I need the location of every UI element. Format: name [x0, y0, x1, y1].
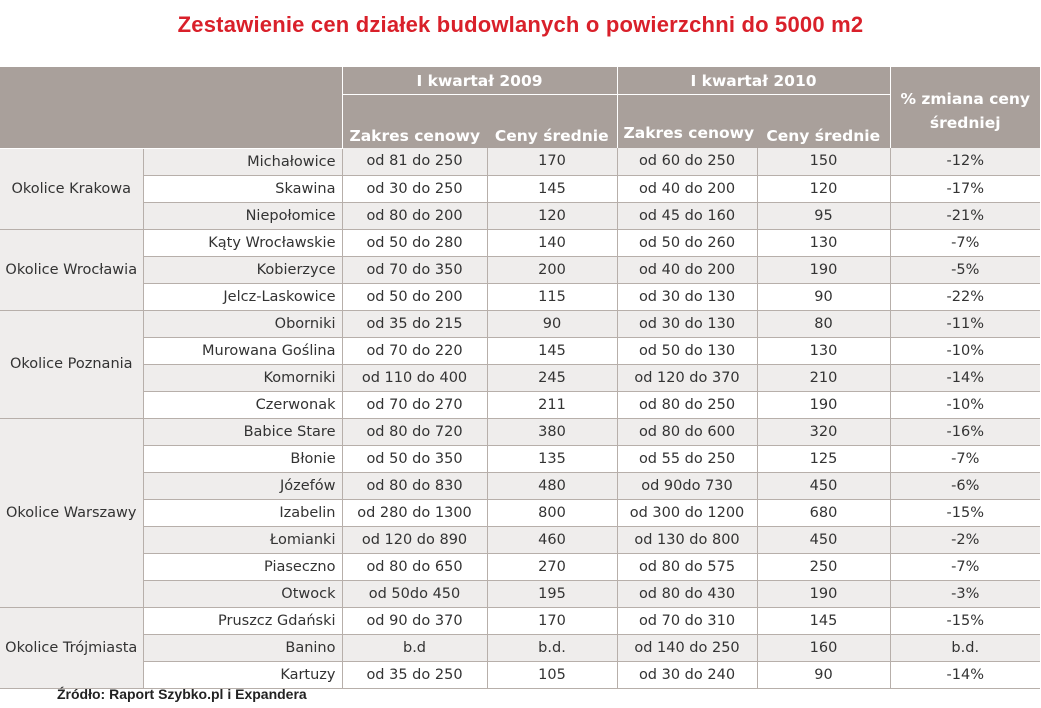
change-cell: -10% — [890, 391, 1040, 418]
avg-2009-cell: 115 — [487, 283, 617, 310]
avg-2010-cell: 95 — [757, 202, 890, 229]
range-2009-cell: od 280 do 1300 — [342, 499, 487, 526]
header-range-2009: Zakres cenowy — [342, 95, 487, 149]
change-cell: -15% — [890, 499, 1040, 526]
range-2009-cell: od 70 do 220 — [342, 337, 487, 364]
avg-2009-cell: 90 — [487, 310, 617, 337]
range-2010-cell: od 30 do 130 — [617, 310, 757, 337]
avg-2010-cell: 125 — [757, 445, 890, 472]
city-cell: Oborniki — [143, 310, 342, 337]
avg-2009-cell: 195 — [487, 580, 617, 607]
city-cell: Banino — [143, 634, 342, 661]
table-row — [0, 364, 1040, 391]
avg-2010-cell: 250 — [757, 553, 890, 580]
range-2009-cell: b.d — [342, 634, 487, 661]
header-avg-2010: Ceny średnie — [766, 127, 881, 145]
table-row — [0, 607, 1040, 634]
avg-2010-cell: 210 — [757, 364, 890, 391]
avg-2009-cell: 170 — [487, 148, 617, 175]
avg-2009-cell: 135 — [487, 445, 617, 472]
table-row — [0, 337, 1040, 364]
avg-2009-cell: 800 — [487, 499, 617, 526]
range-2009-cell: od 80 do 720 — [342, 418, 487, 445]
avg-2010-cell: 680 — [757, 499, 890, 526]
city-cell: Izabelin — [143, 499, 342, 526]
city-cell: Murowana Goślina — [143, 337, 342, 364]
range-2009-cell: od 110 do 400 — [342, 364, 487, 391]
table-body — [0, 148, 1040, 688]
range-2010-cell: od 40 do 200 — [617, 175, 757, 202]
range-2010-cell: od 50 do 130 — [617, 337, 757, 364]
avg-2010-cell: 130 — [757, 229, 890, 256]
city-cell: Błonie — [143, 445, 342, 472]
avg-2010-cell: 80 — [757, 310, 890, 337]
avg-2009-cell: 245 — [487, 364, 617, 391]
range-2010-cell: od 45 do 160 — [617, 202, 757, 229]
avg-2009-cell: 460 — [487, 526, 617, 553]
range-2009-cell: od 90 do 370 — [342, 607, 487, 634]
table-row — [0, 256, 1040, 283]
header-avg-2009: Ceny średnie — [494, 127, 609, 145]
range-2009-cell: od 120 do 890 — [342, 526, 487, 553]
header-period-2009: I kwartał 2009 — [342, 67, 617, 95]
avg-2010-cell: 130 — [757, 337, 890, 364]
avg-2009-cell: b.d. — [487, 634, 617, 661]
range-2010-cell: od 90do 730 — [617, 472, 757, 499]
range-2009-cell: od 80 do 200 — [342, 202, 487, 229]
change-cell: -15% — [890, 607, 1040, 634]
city-cell: Pruszcz Gdański — [143, 607, 342, 634]
change-cell: -7% — [890, 229, 1040, 256]
city-cell: Kąty Wrocławskie — [143, 229, 342, 256]
table-row — [0, 526, 1040, 553]
range-2010-cell: od 30 do 240 — [617, 661, 757, 688]
table-row — [0, 472, 1040, 499]
table-row — [0, 175, 1040, 202]
avg-2009-cell: 145 — [487, 175, 617, 202]
region-cell: Okolice Wrocławia — [0, 229, 143, 310]
avg-2009-cell: 170 — [487, 607, 617, 634]
avg-2009-cell: 380 — [487, 418, 617, 445]
avg-2010-cell: 120 — [757, 175, 890, 202]
city-cell: Jelcz-Laskowice — [143, 283, 342, 310]
range-2009-cell: od 35 do 250 — [342, 661, 487, 688]
change-cell: -5% — [890, 256, 1040, 283]
change-cell: -12% — [890, 148, 1040, 175]
table-row — [0, 418, 1040, 445]
avg-2009-cell: 120 — [487, 202, 617, 229]
range-2010-cell: od 55 do 250 — [617, 445, 757, 472]
table-row — [0, 202, 1040, 229]
avg-2010-cell: 190 — [757, 256, 890, 283]
region-cell: Okolice Krakowa — [0, 148, 143, 229]
change-cell: -22% — [890, 283, 1040, 310]
range-2009-cell: od 50do 450 — [342, 580, 487, 607]
change-cell: -17% — [890, 175, 1040, 202]
table-row — [0, 391, 1040, 418]
table-row — [0, 553, 1040, 580]
change-cell: b.d. — [890, 634, 1040, 661]
city-cell: Michałowice — [143, 148, 342, 175]
header-range-2010: Zakres cenowy — [617, 95, 757, 149]
range-2010-cell: od 70 do 310 — [617, 607, 757, 634]
range-2009-cell: od 35 do 215 — [342, 310, 487, 337]
city-cell: Józefów — [143, 472, 342, 499]
avg-2009-cell: 480 — [487, 472, 617, 499]
range-2010-cell: od 40 do 200 — [617, 256, 757, 283]
avg-2010-cell: 190 — [757, 391, 890, 418]
change-cell: -7% — [890, 553, 1040, 580]
range-2009-cell: od 70 do 350 — [342, 256, 487, 283]
avg-2010-cell: 145 — [757, 607, 890, 634]
avg-2010-cell: 90 — [757, 283, 890, 310]
city-cell: Babice Stare — [143, 418, 342, 445]
price-table — [0, 67, 1040, 689]
avg-2009-cell: 270 — [487, 553, 617, 580]
range-2009-cell: od 50 do 350 — [342, 445, 487, 472]
range-2010-cell: od 50 do 260 — [617, 229, 757, 256]
range-2009-cell: od 81 do 250 — [342, 148, 487, 175]
city-cell: Piaseczno — [143, 553, 342, 580]
change-cell: -14% — [890, 661, 1040, 688]
city-cell: Czerwonak — [143, 391, 342, 418]
avg-2010-cell: 90 — [757, 661, 890, 688]
avg-2009-cell: 145 — [487, 337, 617, 364]
table-row — [0, 499, 1040, 526]
range-2010-cell: od 140 do 250 — [617, 634, 757, 661]
page-title: Zestawienie cen działek budowlanych o powierzchni do 5000 m2 — [177, 12, 864, 37]
range-2009-cell: od 50 do 200 — [342, 283, 487, 310]
change-cell: -16% — [890, 418, 1040, 445]
table-row — [0, 445, 1040, 472]
range-2009-cell: od 80 do 650 — [342, 553, 487, 580]
avg-2009-cell: 105 — [487, 661, 617, 688]
avg-2009-cell: 140 — [487, 229, 617, 256]
change-cell: -6% — [890, 472, 1040, 499]
table-row — [0, 229, 1040, 256]
city-cell: Kartuzy — [143, 661, 342, 688]
avg-2010-cell: 320 — [757, 418, 890, 445]
range-2010-cell: od 80 do 575 — [617, 553, 757, 580]
avg-2010-cell: 190 — [757, 580, 890, 607]
table-row — [0, 661, 1040, 688]
range-2010-cell: od 80 do 250 — [617, 391, 757, 418]
city-cell: Skawina — [143, 175, 342, 202]
header-empty-cell — [0, 67, 342, 148]
city-cell: Łomianki — [143, 526, 342, 553]
avg-2010-cell: 450 — [757, 526, 890, 553]
range-2010-cell: od 80 do 430 — [617, 580, 757, 607]
change-cell: -11% — [890, 310, 1040, 337]
region-cell: Okolice Warszawy — [0, 418, 143, 607]
avg-2010-cell: 450 — [757, 472, 890, 499]
range-2010-cell: od 300 do 1200 — [617, 499, 757, 526]
city-cell: Kobierzyce — [143, 256, 342, 283]
avg-2010-cell: 160 — [757, 634, 890, 661]
source-note: Źródło: Raport Szybko.pl i Expandera — [57, 686, 307, 702]
table-row — [0, 634, 1040, 661]
city-cell: Otwock — [143, 580, 342, 607]
range-2010-cell: od 30 do 130 — [617, 283, 757, 310]
change-cell: -14% — [890, 364, 1040, 391]
header-change: % zmiana ceny średniej — [890, 67, 1040, 148]
city-cell: Niepołomice — [143, 202, 342, 229]
range-2010-cell: od 60 do 250 — [617, 148, 757, 175]
range-2010-cell: od 130 do 800 — [617, 526, 757, 553]
range-2009-cell: od 50 do 280 — [342, 229, 487, 256]
change-cell: -2% — [890, 526, 1040, 553]
avg-2009-cell: 211 — [487, 391, 617, 418]
range-2009-cell: od 30 do 250 — [342, 175, 487, 202]
table-header — [0, 67, 1040, 148]
range-2010-cell: od 120 do 370 — [617, 364, 757, 391]
table-row — [0, 310, 1040, 337]
range-2010-cell: od 80 do 600 — [617, 418, 757, 445]
change-cell: -3% — [890, 580, 1040, 607]
avg-2010-cell: 150 — [757, 148, 890, 175]
change-cell: -10% — [890, 337, 1040, 364]
avg-2009-cell: 200 — [487, 256, 617, 283]
header-period-2010: I kwartał 2010 — [617, 67, 890, 95]
region-cell: Okolice Trójmiasta — [0, 607, 143, 688]
table-row — [0, 580, 1040, 607]
change-cell: -21% — [890, 202, 1040, 229]
change-cell: -7% — [890, 445, 1040, 472]
city-cell: Komorniki — [143, 364, 342, 391]
table-row — [0, 283, 1040, 310]
range-2009-cell: od 80 do 830 — [342, 472, 487, 499]
table-row — [0, 148, 1040, 175]
range-2009-cell: od 70 do 270 — [342, 391, 487, 418]
region-cell: Okolice Poznania — [0, 310, 143, 418]
